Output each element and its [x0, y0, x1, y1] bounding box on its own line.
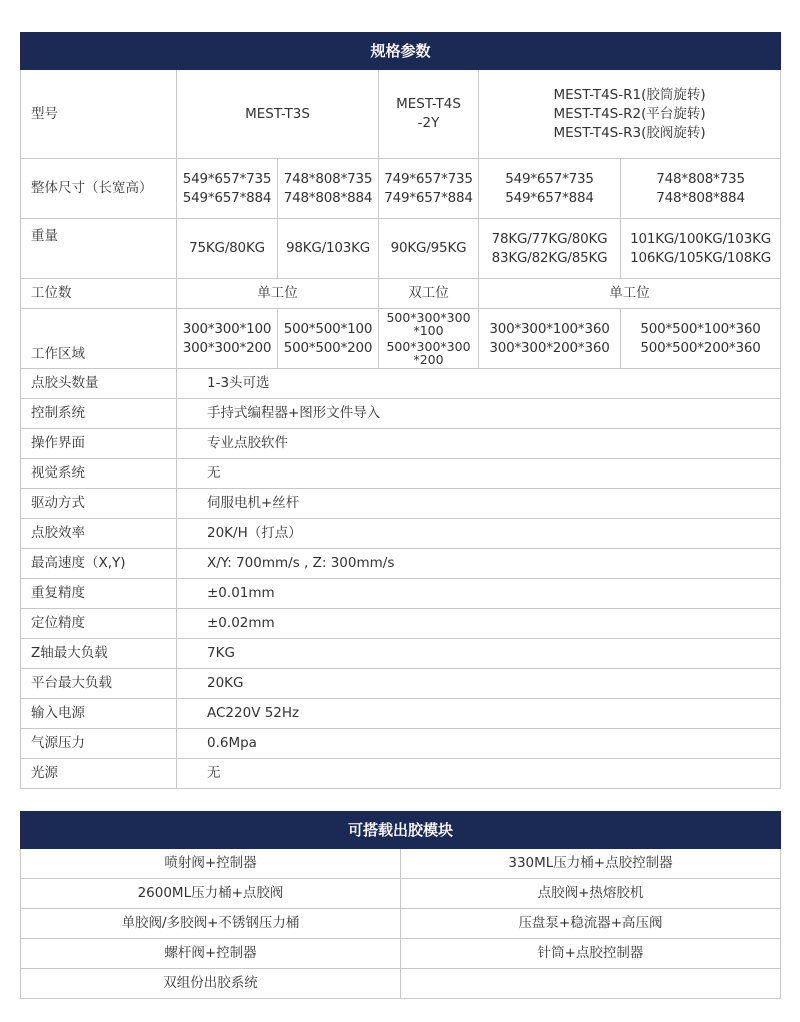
table-row	[21, 729, 781, 759]
module-cell: 针筒+点胶控制器	[401, 939, 781, 969]
table-row	[21, 549, 781, 579]
spec-row-label: 输入电源	[21, 699, 177, 729]
table-row	[21, 519, 781, 549]
table-row	[21, 939, 781, 969]
module-cell	[401, 969, 781, 999]
spec-row-value: 专业点胶软件	[177, 429, 781, 459]
weight-cell: 90KG/95KG	[379, 219, 479, 279]
modules-section	[20, 811, 780, 999]
spec-row-label: 光源	[21, 759, 177, 789]
table-row	[21, 489, 781, 519]
table-row	[21, 279, 781, 309]
spec-title: 规格参数	[21, 33, 781, 70]
table-row	[21, 969, 781, 999]
modules-title: 可搭载出胶模块	[21, 812, 781, 849]
model-r3: MEST-T4S-R3(胶阀旋转)	[553, 124, 706, 141]
spec-section	[20, 32, 780, 789]
area-cell: 300*300*100*360 300*300*200*360	[479, 309, 621, 369]
weight-cell: 75KG/80KG	[177, 219, 278, 279]
spec-row-label: Z轴最大负载	[21, 639, 177, 669]
model-t4s-2y	[379, 70, 479, 159]
module-cell: 点胶阀+热熔胶机	[401, 879, 781, 909]
area-cell: 500*500*100 500*500*200	[278, 309, 379, 369]
spec-row-value: 7KG	[177, 639, 781, 669]
table-row	[21, 639, 781, 669]
table-row	[21, 849, 781, 879]
table-row	[21, 699, 781, 729]
size-cell: 549*657*735 549*657*884	[177, 159, 278, 219]
size-cell: 748*808*735 748*808*884	[278, 159, 379, 219]
size-cell: 549*657*735 549*657*884	[479, 159, 621, 219]
spec-row-value: AC220V 52Hz	[177, 699, 781, 729]
spec-row-value: 1-3头可选	[177, 369, 781, 399]
table-row	[21, 429, 781, 459]
spec-row-value: ±0.02mm	[177, 609, 781, 639]
model-t4s-2y-line1: MEST-T4S	[396, 96, 461, 112]
model-t4s-r	[479, 70, 781, 159]
spec-row-label: 点胶头数量	[21, 369, 177, 399]
weight-cell: 78KG/77KG/80KG 83KG/82KG/85KG	[479, 219, 621, 279]
spec-row-label: 定位精度	[21, 609, 177, 639]
module-cell: 单胶阀/多胶阀+不锈钢压力桶	[21, 909, 401, 939]
spec-row-label: 驱动方式	[21, 489, 177, 519]
table-row	[21, 459, 781, 489]
table-row	[21, 219, 781, 279]
spec-row-value: 20K/H（打点）	[177, 519, 781, 549]
module-cell: 双组份出胶系统	[21, 969, 401, 999]
stations-single: 单工位	[177, 279, 379, 309]
spec-row-label: 视觉系统	[21, 459, 177, 489]
size-cell: 749*657*735 749*657*884	[379, 159, 479, 219]
table-row	[21, 70, 781, 159]
spec-row-value: 无	[177, 459, 781, 489]
table-row	[21, 159, 781, 219]
weight-label: 重量	[21, 219, 177, 279]
stations-double: 双工位	[379, 279, 479, 309]
spec-row-label: 操作界面	[21, 429, 177, 459]
area-cell: 300*300*100 300*300*200	[177, 309, 278, 369]
module-cell: 330ML压力桶+点胶控制器	[401, 849, 781, 879]
spec-row-label: 控制系统	[21, 399, 177, 429]
table-row	[21, 669, 781, 699]
table-row	[21, 309, 781, 369]
module-cell: 喷射阀+控制器	[21, 849, 401, 879]
module-cell: 2600ML压力桶+点胶阀	[21, 879, 401, 909]
size-cell: 748*808*735 748*808*884	[621, 159, 781, 219]
table-row	[21, 609, 781, 639]
weight-cell: 98KG/103KG	[278, 219, 379, 279]
spec-row-value: ±0.01mm	[177, 579, 781, 609]
size-label: 整体尺寸（长宽高）	[21, 159, 177, 219]
spec-row-value: 0.6Mpa	[177, 729, 781, 759]
model-t3s: MEST-T3S	[177, 70, 379, 159]
stations-label: 工位数	[21, 279, 177, 309]
table-row	[21, 369, 781, 399]
model-r2: MEST-T4S-R2(平台旋转)	[553, 105, 706, 122]
weight-cell: 101KG/100KG/103KG 106KG/105KG/108KG	[621, 219, 781, 279]
spec-row-label: 平台最大负载	[21, 669, 177, 699]
model-label: 型号	[21, 70, 177, 159]
table-row	[21, 579, 781, 609]
spec-row-value: 伺服电机+丝杆	[177, 489, 781, 519]
spec-row-value: 手持式编程器+图形文件导入	[177, 399, 781, 429]
table-row	[21, 879, 781, 909]
area-cell: 500*500*100*360 500*500*200*360	[621, 309, 781, 369]
model-r1: MEST-T4S-R1(胶筒旋转)	[553, 86, 706, 103]
spec-row-value: X/Y: 700mm/s , Z: 300mm/s	[177, 549, 781, 579]
module-cell: 压盘泵+稳流器+高压阀	[401, 909, 781, 939]
spec-row-label: 重复精度	[21, 579, 177, 609]
module-cell: 螺杆阀+控制器	[21, 939, 401, 969]
area-label: 工作区域	[21, 309, 177, 369]
table-row	[21, 909, 781, 939]
spec-row-label: 最高速度（X,Y)	[21, 549, 177, 579]
stations-single-2: 单工位	[479, 279, 781, 309]
model-t4s-2y-line2: -2Y	[417, 115, 440, 131]
spec-row-label: 点胶效率	[21, 519, 177, 549]
spec-row-value: 无	[177, 759, 781, 789]
modules-table	[20, 811, 781, 999]
spec-row-label: 气源压力	[21, 729, 177, 759]
table-row	[21, 399, 781, 429]
table-row	[21, 759, 781, 789]
area-cell: 500*300*300 *100 500*300*300 *200	[379, 309, 479, 369]
spec-table	[20, 32, 781, 789]
spec-row-value: 20KG	[177, 669, 781, 699]
